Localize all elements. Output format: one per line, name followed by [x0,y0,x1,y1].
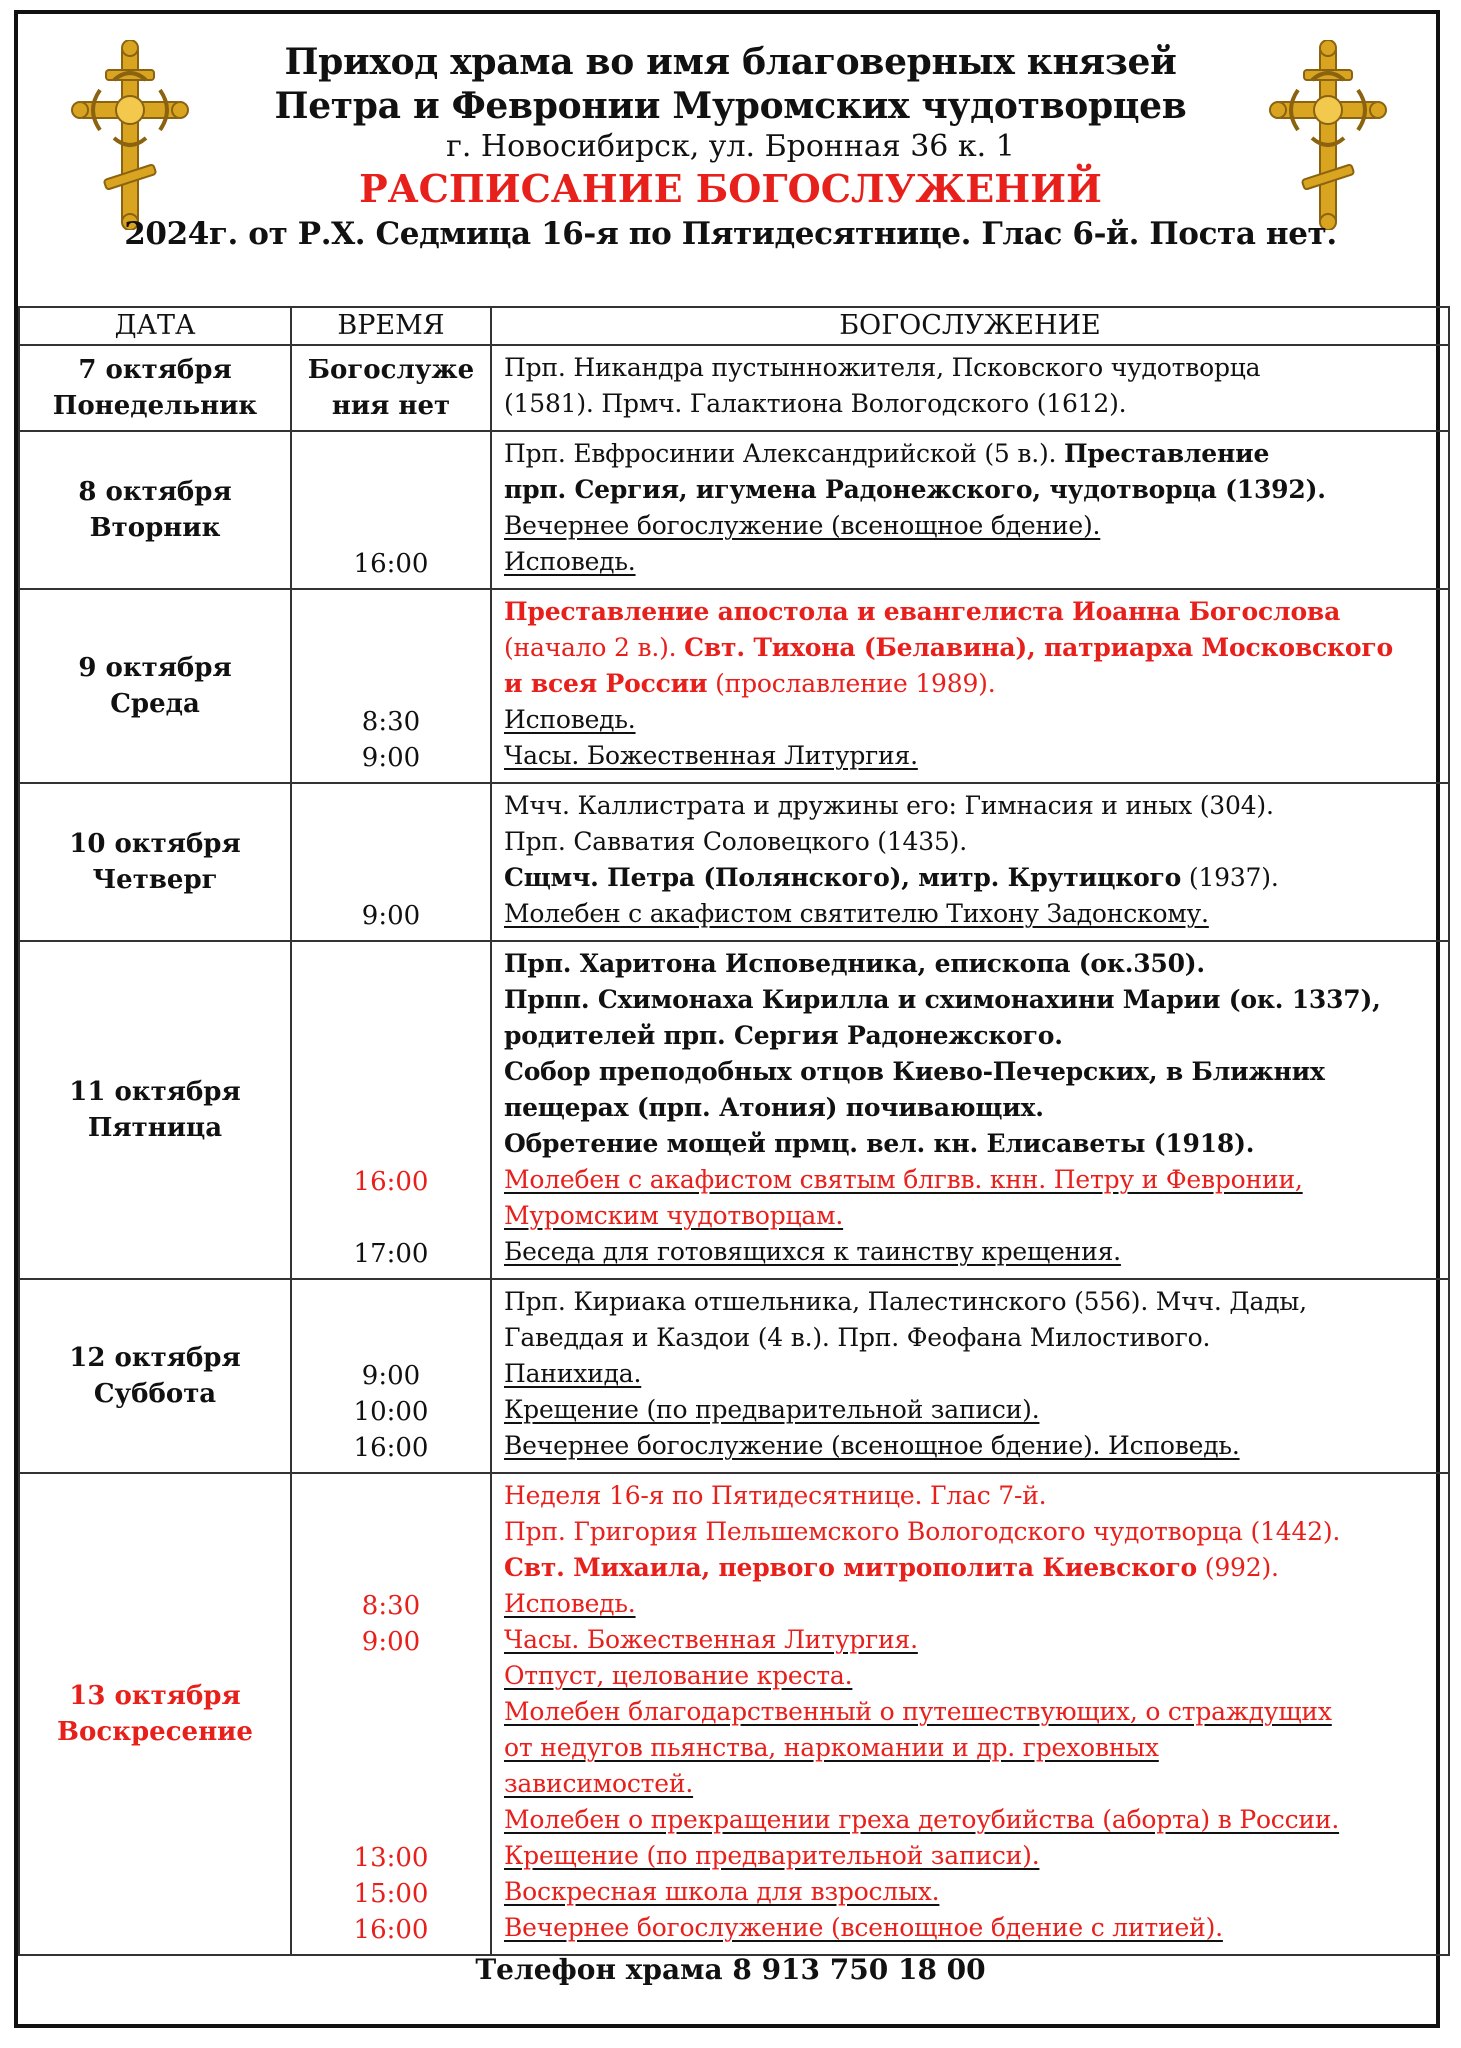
service-text: Вечернее богослужение (всенощное бдение). Исповедь. [504,1431,1240,1460]
table-row [19,941,1449,1279]
service-line [504,1234,1448,1270]
service-text: Обретение мощей прмц. вел. кн. Елисаветы (1918). [504,1129,1255,1158]
service-line [504,1838,1448,1874]
service-time [292,1696,490,1732]
service-cell [491,589,1449,783]
service-text: Панихида. [504,1359,642,1388]
service-time: 10:00 [353,1397,429,1427]
service-time: 15:00 [353,1879,429,1909]
service-line [504,1802,1448,1838]
time-cell [291,1473,491,1955]
service-time: 16:00 [353,549,429,579]
service-time: 9:00 [361,743,421,773]
service-line [504,1126,1448,1162]
service-text: Муромским чудотворцам. [504,1201,844,1230]
service-text: Часы. Божественная Литургия. [504,1625,918,1654]
header-date: ДАТА [19,307,291,345]
service-line [504,1162,1448,1198]
table-row [19,1279,1449,1473]
parish-name-line2: Петра и Февронии Муромских чудотворцев [274,85,1187,127]
service-line [504,1514,1448,1550]
service-line [504,1018,1448,1054]
service-time [292,1732,490,1768]
service-text: Часы. Божественная Литургия. [504,741,918,770]
service-time: 8:30 [361,1591,421,1621]
service-time: 16:00 [353,1167,429,1197]
date-label: 9 октября [78,653,232,683]
service-line [504,1054,1448,1090]
service-line [504,824,1448,860]
service-cell [491,941,1449,1279]
date-cell [19,1279,291,1473]
service-text: Вечернее богослужение (всенощное бдение). [504,511,1101,540]
time-cell [291,589,491,783]
service-line [504,1478,1448,1514]
service-text: Прп. Евфросинии Александрийской (5 в.). [504,439,1064,468]
weekday-label: Вторник [89,513,221,543]
service-text: (1937). [1181,863,1279,892]
service-time: 13:00 [353,1843,429,1873]
weekday-label: Пятница [87,1113,223,1143]
service-line [504,1874,1448,1910]
service-line [504,350,1448,386]
table-row [19,589,1449,783]
service-text: зависимостей. [504,1769,694,1798]
service-text: Преставление апостола и евангелиста Иоанна Богослова [504,597,1341,626]
date-label: 13 октября [69,1681,241,1711]
service-line [504,436,1448,472]
service-line [504,1284,1448,1320]
service-text: Беседа для готовящихся к таинству крещения. [504,1237,1121,1266]
date-cell [19,431,291,589]
service-cell [491,431,1449,589]
service-time: 8:30 [361,707,421,737]
service-line [504,982,1448,1018]
header [0,40,1461,256]
service-text: Свт. Тихона (Белавина), патриарха Московского [684,633,1393,662]
header-time: ВРЕМЯ [291,307,491,345]
schedule-table [18,306,1450,1956]
time-cell [291,345,491,431]
service-line [504,1694,1448,1730]
service-time: 9:00 [361,901,421,931]
date-label: 10 октября [69,829,241,859]
table-row [19,345,1449,431]
service-text: Сщмч. Петра (Полянского), митр. Крутицкого [504,863,1182,892]
service-line [504,1198,1448,1234]
weekday-label: Понедельник [52,391,258,421]
service-text: Мчч. Каллистрата и дружины его: Гимнасия и иных (304). [504,791,1274,820]
service-text: Прп. Харитона Исповедника, епископа (ок.350). [504,949,1205,978]
service-text: Исповедь. [504,1589,636,1618]
service-line [504,1320,1448,1356]
service-text: прп. Сергия, игумена Радонежского, чудотворца (1392). [504,475,1326,504]
service-time: 9:00 [361,1627,421,1657]
service-text: Вечернее богослужение (всенощное бдение с литией). [504,1913,1223,1942]
service-text: Молебен с акафистом святым блгвв. кнн. Петру и Февронии, [504,1165,1303,1194]
service-text: Свт. Михаила, первого митрополита Киевского [504,1553,1198,1582]
service-text: (992). [1197,1553,1279,1582]
service-time: 16:00 [353,1433,429,1463]
service-text: Прпп. Схимонаха Кирилла и схимонахини Марии (ок. 1337), [504,985,1381,1014]
service-cell [491,1279,1449,1473]
service-line [504,1392,1448,1428]
service-time [292,1200,490,1236]
service-text: родителей прп. Сергия Радонежского. [504,1021,1063,1050]
service-cell [491,783,1449,941]
service-text: (начало 2 в.). [504,633,685,662]
service-text: Крещение (по предварительной записи). [504,1395,1040,1424]
service-line [504,1658,1448,1694]
weekday-label: Четверг [92,865,218,895]
service-line [504,386,1448,422]
service-time [292,1768,490,1804]
service-time: 17:00 [353,1239,429,1269]
service-line [504,738,1448,774]
week-info: 2024г. от Р.Х. Седмица 16-я по Пятидесятнице. Глас 6-й. Поста нет. [124,216,1337,252]
service-time: Богослуже [307,355,475,385]
weekday-label: Среда [110,689,200,719]
service-text: Прп. Никандра пустынножителя, Псковского чудотворца [504,353,1261,382]
schedule-rows [19,345,1449,1955]
service-text: (1581). Прмч. Галактиона Вологодского (1612). [504,389,1127,418]
service-text: Прп. Кириака отшельника, Палестинского (556). Мчч. Дады, [504,1287,1307,1316]
service-text: от недугов пьянства, наркомании и др. греховных [504,1733,1159,1762]
parish-address: г. Новосибирск, ул. Бронная 36 к. 1 [446,129,1015,164]
weekday-label: Суббота [93,1379,217,1409]
service-line [504,1356,1448,1392]
date-cell [19,783,291,941]
service-text: Отпуст, целование креста. [504,1661,853,1690]
date-cell [19,589,291,783]
date-cell [19,345,291,431]
service-text: Исповедь. [504,547,636,576]
church-phone: Телефон храма 8 913 750 18 00 [475,1953,986,1986]
time-cell [291,941,491,1279]
table-header-row [19,307,1449,345]
service-line [504,594,1448,630]
service-time: 16:00 [353,1915,429,1945]
date-label: 11 октября [69,1077,241,1107]
parish-name-line1: Приход храма во имя благоверных князей [284,41,1177,83]
service-text: Крещение (по предварительной записи). [504,1841,1040,1870]
service-line [504,860,1448,896]
weekday-label: Воскресение [57,1717,253,1747]
service-cell [491,1473,1449,1955]
service-text: Преставление [1064,439,1270,468]
service-time: 9:00 [361,1361,421,1391]
service-line [504,666,1448,702]
service-text: Неделя 16-я по Пятидесятнице. Глас 7-й. [504,1481,1047,1510]
date-label: 7 октября [78,355,232,385]
service-line [504,1586,1448,1622]
service-line [504,630,1448,666]
service-text: Гаведдая и Каздои (4 в.). Прп. Феофана Милостивого. [504,1323,1211,1352]
time-cell [291,431,491,589]
service-text: Молебен благодарственный о путешествующих, о страждущих [504,1697,1332,1726]
service-time [292,1660,490,1696]
service-text: Прп. Григория Пельшемского Вологодского чудотворца (1442). [504,1517,1341,1546]
table-row [19,431,1449,589]
service-line [504,1622,1448,1658]
service-line [504,1910,1448,1946]
service-text: Исповедь. [504,705,636,734]
service-text: Воскресная школа для взрослых. [504,1877,940,1906]
schedule-title: РАСПИСАНИЕ БОГОСЛУЖЕНИЙ [359,166,1102,211]
service-text: Собор преподобных отцов Киево-Печерских, в Ближних [504,1057,1325,1086]
service-line [504,472,1448,508]
date-cell [19,941,291,1279]
service-time [292,1804,490,1840]
time-cell [291,783,491,941]
service-text: Молебен с акафистом святителю Тихону Задонскому. [504,899,1209,928]
service-line [504,702,1448,738]
service-text: (прославление 1989). [707,669,996,698]
header-service: БОГОСЛУЖЕНИЕ [491,307,1449,345]
service-line [504,544,1448,580]
service-cell [491,345,1449,431]
service-line [504,788,1448,824]
date-label: 8 октября [78,477,232,507]
service-line [504,1428,1448,1464]
service-line [504,1090,1448,1126]
table-row [19,783,1449,941]
time-cell [291,1279,491,1473]
service-line [504,1730,1448,1766]
service-line [504,1766,1448,1802]
service-text: пещерах (прп. Атония) почивающих. [504,1093,1044,1122]
table-row [19,1473,1449,1955]
date-cell [19,1473,291,1955]
date-label: 12 октября [69,1343,241,1373]
service-line [504,1550,1448,1586]
service-line [504,508,1448,544]
service-line [504,896,1448,932]
service-text: и всея России [504,669,708,698]
service-text: Молебен о прекращении греха детоубийства (аборта) в России. [504,1805,1340,1834]
service-line [504,946,1448,982]
service-text: Прп. Савватия Соловецкого (1435). [504,827,967,856]
service-time: ния нет [331,391,451,421]
